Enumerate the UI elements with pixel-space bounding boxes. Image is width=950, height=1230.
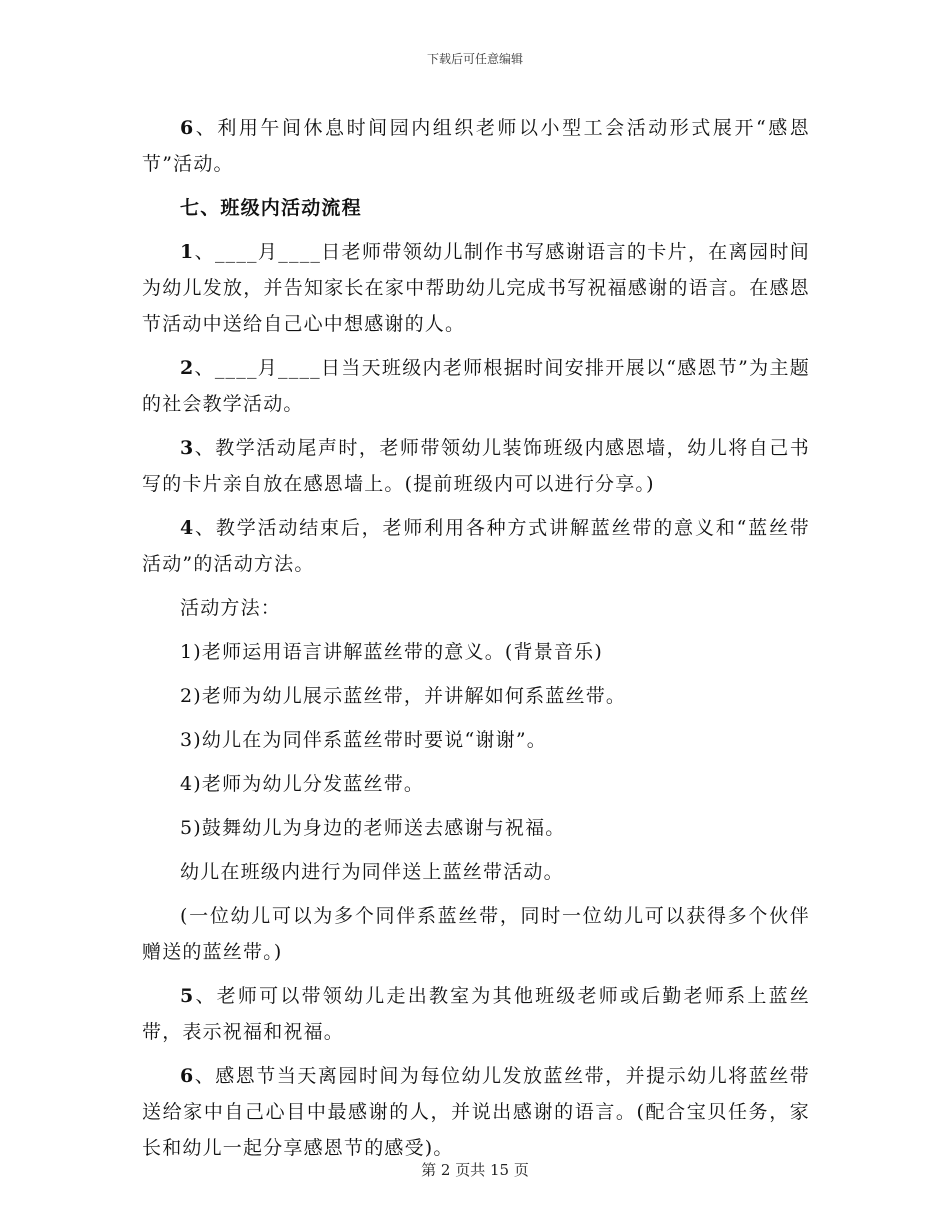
- heading-text: 七、班级内活动流程: [180, 197, 362, 219]
- item-number: 1: [180, 241, 195, 263]
- list-item-text: 3)幼儿在为同伴系蓝丝带时要说“谢谢”。: [180, 729, 547, 751]
- item-number: 3: [180, 437, 195, 459]
- paragraph-text: 、老师可以带领幼儿走出教室为其他班级老师或后勤老师系上蓝丝带，表示祝福和祝福。: [142, 985, 810, 1043]
- page-footer: 第 2 页共 15 页: [421, 1161, 529, 1179]
- paragraph: [142, 510, 810, 582]
- list-item: [142, 678, 810, 714]
- list-item-text: 5)鼓舞幼儿为身边的老师送去感谢与祝福。: [180, 817, 566, 839]
- paragraph: [142, 898, 810, 970]
- paragraph: [142, 854, 810, 890]
- paragraph-text: 、____月____日老师带领幼儿制作书写感谢语言的卡片，在离园时间为幼儿发放，并告知家长在家中帮助幼儿完成书写祝福感谢的语言。在感恩节活动中送给自己心中想感谢的人。: [142, 241, 810, 335]
- paragraph-text: (一位幼儿可以为多个同伴系蓝丝带，同时一位幼儿可以获得多个伙伴赠送的蓝丝带。): [142, 905, 810, 963]
- paragraph-text: 、教学活动结束后，老师利用各种方式讲解蓝丝带的意义和“蓝丝带活动”的活动方法。: [142, 517, 810, 575]
- paragraph: [142, 430, 810, 502]
- item-number: 2: [180, 357, 195, 379]
- paragraph: [142, 110, 810, 182]
- document-body: [142, 110, 810, 1174]
- paragraph-text: 、教学活动尾声时，老师带领幼儿装饰班级内感恩墙，幼儿将自己书写的卡片亲自放在感恩墙上。(提前班级内可以进行分享。): [142, 437, 810, 495]
- item-number: 4: [180, 517, 195, 539]
- paragraph-text: 、利用午间休息时间园内组织老师以小型工会活动形式展开“感恩节”活动。: [142, 117, 810, 175]
- section-heading: [142, 190, 810, 226]
- list-item: [142, 766, 810, 802]
- page-header: 下载后可任意编辑: [426, 52, 523, 66]
- item-number: 6: [180, 117, 195, 139]
- paragraph: [142, 978, 810, 1050]
- paragraph-text: 、感恩节当天离园时间为每位幼儿发放蓝丝带，并提示幼儿将蓝丝带送给家中自己心目中最感谢的人，并说出感谢的语言。(配合宝贝任务，家长和幼儿一起分享感恩节的感受)。: [142, 1065, 810, 1159]
- list-item: [142, 722, 810, 758]
- paragraph: [142, 1058, 810, 1166]
- paragraph: [142, 590, 810, 626]
- paragraph-text: 活动方法：: [180, 597, 282, 619]
- list-item-text: 2)老师为幼儿展示蓝丝带，并讲解如何系蓝丝带。: [180, 685, 627, 707]
- paragraph: [142, 234, 810, 342]
- paragraph-text: 、____月____日当天班级内老师根据时间安排开展以“感恩节”为主题的社会教学活动。: [142, 357, 810, 415]
- item-number: 6: [180, 1065, 195, 1087]
- list-item: [142, 810, 810, 846]
- list-item-text: 1)老师运用语言讲解蓝丝带的意义。(背景音乐): [180, 641, 603, 663]
- item-number: 5: [180, 985, 195, 1007]
- paragraph-text: 幼儿在班级内进行为同伴送上蓝丝带活动。: [180, 861, 564, 883]
- list-item-text: 4)老师为幼儿分发蓝丝带。: [180, 773, 425, 795]
- paragraph: [142, 350, 810, 422]
- list-item: [142, 634, 810, 670]
